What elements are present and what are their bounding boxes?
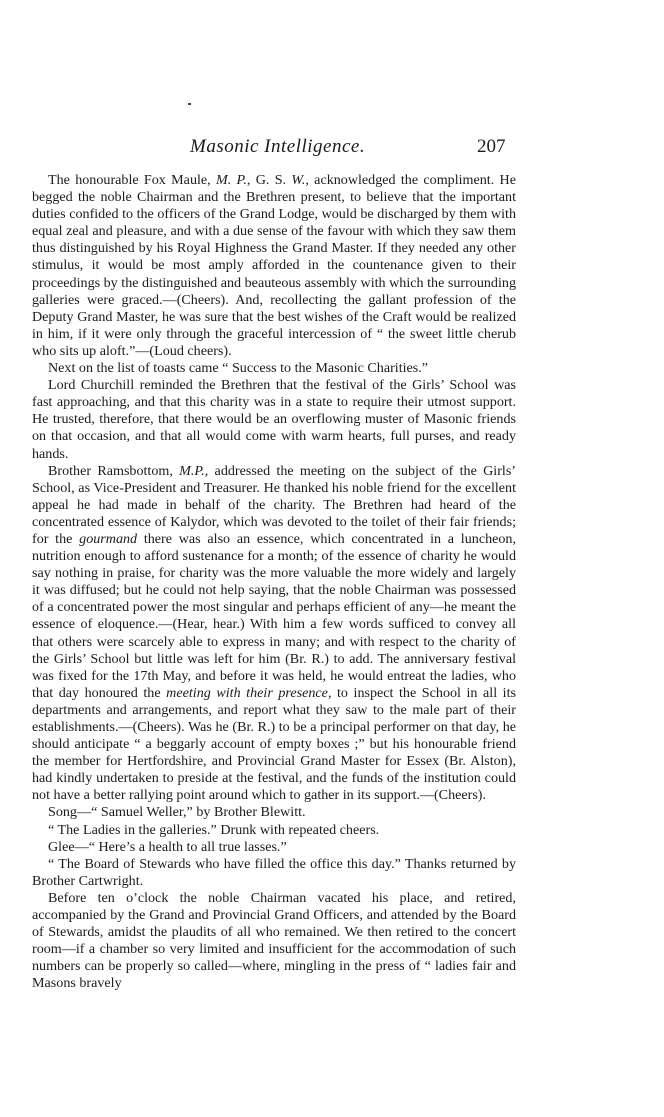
paragraph (32, 890, 516, 993)
paragraph (32, 804, 516, 821)
text-run: Next on the list of toasts came “ Success to the Masonic Charities.” (48, 360, 429, 377)
italic-text: M. P. (215, 172, 247, 188)
paragraph (32, 856, 516, 890)
italic-text: gourmand (79, 530, 138, 547)
running-title: Masonic Intelligence. (190, 136, 366, 157)
italic-text: W. (291, 172, 306, 188)
text-run: there was also an essence, which concentrated in a luncheon, nutrition enough to afford sustenance for a month; of the essence of charity he would say nothing in praise, for charity was the more valuable the more widely and largely it was diffused; but he could not help saying, that the noble Chairman was possessed of a concentrated power the most singular and perhaps efficient of any—he meant the essence of eloquence.—(Hear, hear.) With him a few words sufficed to convey all that others were scarcely able to express in many; and with respect to the charity of the Girls’ School but little was left for him (Br. R.) to add. The anniversary festival was fixed for the 17th May, and before it was held, he would entreat the ladies, who that day honoured the (32, 530, 516, 701)
text-run: Song—“ Samuel Weller,” by Brother Blewitt. (48, 804, 306, 821)
page-number: 207 (477, 136, 506, 157)
printer-mark (188, 103, 191, 105)
text-run: , addressed the meeting on the subject of the Girls’ School, as Vice-President and Treasurer. He thanked his noble friend for the excellent appeal he had made in behalf of the charity. The Brethren had heard of the concentrated essence of Kalydor, which was devoted to the toilet of their fair friends; for the (32, 462, 516, 547)
paragraph (32, 172, 516, 360)
text-run: Brother Ramsbottom, (48, 462, 180, 479)
text-run: Before ten o’clock the noble Chairman vacated his place, and retired, accompanied by the Grand and Provincial Grand Officers, and attended by the Board of Stewards, amidst the plaudits of all who remained. We then retired to the concert room—if a chamber so very limited and insufficient for the accommodation of such numbers can be properly so called—where, mingling in the press of “ ladies fair and Masons bravely (32, 889, 516, 992)
paragraph (32, 463, 516, 805)
italic-text: meeting with their presence (166, 684, 328, 701)
page-header (0, 136, 664, 160)
text-run: “ The Ladies in the galleries.” Drunk with repeated cheers. (48, 821, 380, 838)
text-run: Lord Churchill reminded the Brethren that the festival of the Girls’ School was fast approaching, and that this charity was in a state to require their utmost support. He trusted, therefore, that there would be an overflowing muster of Masonic friends on that occasion, and that all would come with warm hearts, full purses, and ready hands. (32, 377, 516, 462)
text-run: “ The Board of Stewards who have filled the office this day.” Thanks returned by Brother Cartwright. (32, 855, 516, 889)
paragraph (32, 377, 516, 462)
italic-text: M.P. (179, 462, 205, 479)
paragraph (32, 360, 516, 377)
text-run: The honourable Fox Maule, (48, 172, 216, 188)
text-run: , G. S. (246, 172, 292, 188)
text-run: , acknowledged the compliment. He begged the noble Chairman and the Brethren present, to believe that the important duties confided to the officers of the Grand Lodge, would be discharged by them with equal zeal and pleasure, and with a due sense of the favour with which they saw them thus distinguished by his Royal Highness the Grand Master. If they needed any other stimulus, it would be most amply afforded in the countenance given to their proceedings by the distinguished and beauteous assembly with which the surrounding galleries were graced.—(Cheers). And, recollecting the gallant profession of the Deputy Grand Master, he was sure that the best wishes of the Craft would be realized in him, if it were only through the graceful intercession of “ the sweet little cherub who sits up aloft.”—(Loud cheers). (32, 172, 516, 359)
paragraph (32, 822, 516, 839)
text-run: , to inspect the School in all its departments and arrangements, and report what they saw to the male part of their establishments.—(Cheers). Was he (Br. R.) to be a principal performer on that day, he should anticipate “ a beggarly account of empty boxes ;” but his honourable friend the member for Hertfordshire, and Provincial Grand Master for Essex (Br. Alston), had kindly undertaken to preside at the festival, and the funds of the institution could not have a better rallying point around which to gather in its support.—(Cheers). (32, 684, 516, 804)
paragraph (32, 839, 516, 856)
article-body (32, 172, 516, 993)
text-run: Glee—“ Here’s a health to all true lasses.” (48, 838, 287, 855)
